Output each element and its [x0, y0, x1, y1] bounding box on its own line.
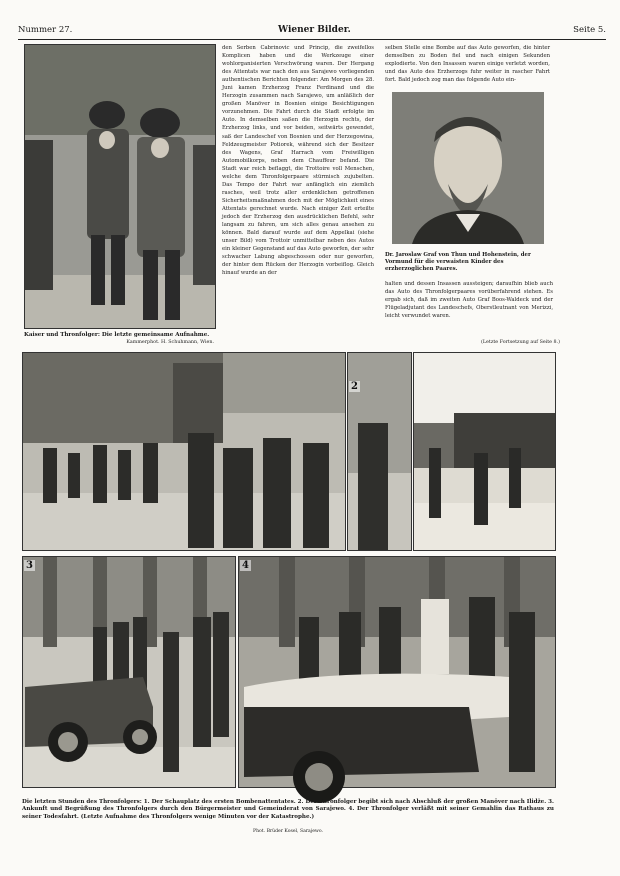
photo-ankunft: [22, 556, 236, 788]
photo-abschied: [238, 556, 556, 788]
caption-bottom-credit: Phot. Brüder Kosel, Sarajewo.: [252, 829, 323, 834]
magazine-title: Wiener Bilder.: [278, 25, 351, 35]
photo-number-3: 3: [26, 560, 33, 571]
page-number: Seite 5.: [573, 25, 606, 35]
photo-number-2: 2: [351, 381, 358, 392]
photo-number-4: 4: [242, 560, 249, 571]
article-column-middle: den Serben Cabrinovic und Princip, die zweifellos Komplicen haben und die Werkzeuge einer wohlorganisierten Verschwörung waren. Der Hergang des Attentats war nach den aus Sarajewo vorliegenden authentischen Berichten folgender: Am Morgen des 28. Juni kamen Erzherzog Franz Ferdinand und die Herzogin zusammen nach Sarajewo, um anläßlich der großen Manöver in Bosnien einige Besichtigungen vorzunehmen. Die Fahrt durch die Stadt erfolgte im Auto. In demselben saßen die Herzogin rechts, der Erzherzog links, und vor beiden, seitwärts gewendet, saß der Landeschef von Bosnien und der Herzegowina, Feldzeugmeister Potiorek, während sich der Besitzer des Wagens, Graf Harrach vom Freiwilligen Automobilkorps, neben dem Chauffeur befand. Die Stadt war reich beflaggt, die Trottoire voll Menschen, welche dem Thronfolgerpaare stürmisch zujubelten. Das Tempo der Fahrt war anfänglich ein ziemlich rasches, weil trotz aller erdenklichen getroffenen Sicherheitsmaßnahmen doch mit der Möglichkeit eines Attentats gerechnet wurde. Nach einiger Zeit erteilte jedoch der Erzherzog den ausdrücklichen Befehl, sehr langsam zu fahren, um sich alles genau ansehen zu können. Bald darauf wurde auf dem Appelkai (siehe unser Bild) vom Trottoir unmittelbar neben des Autos ein kleiner Gegenstand auf das Auto geworfen, der sehr schwacher Labung abgeschossen oder nur geworfen, der hinter dem Rücken der Herzogin vorbeiflog. Gleich hinauf wurde an der: [222, 45, 374, 277]
photo-portrait-thun: [392, 92, 544, 244]
page-header: [18, 25, 606, 39]
photo-manoever: [413, 352, 556, 551]
issue-number: Nummer 27.: [18, 25, 73, 35]
caption-kaiser-credit: Kammerphot. H. Schuhmann, Wien.: [126, 340, 214, 345]
article-column-right-bottom: halten und dessen Insassen aussteigen; daraufhin blieb auch das Auto des Thronfolgerpaares vorüberfahrend stehen. Es ergab sich, daß im zweiten Auto Graf Boos-Waldeck und der Flügeladjutant des Landeschefs, Oberstleutnant von Merizzi, leicht verwundet waren.: [385, 281, 553, 320]
header-rule: [18, 39, 606, 40]
photo-schauplatz: [22, 352, 346, 551]
caption-bottom: Die letzten Stunden des Thronfolgers: 1. Der Schauplatz des ersten Bombenattentates. 2. Der Thronfolger begibt sich nach Abschluß der großen Manöver nach Ilidže. 3. Ankunft und Begrüßung des Thronfolgers durch den Bürgermeister und Gemeinderat von Sarajewo. 4. Der Thronfolger verläßt mit seiner Gemahlin das Rathaus zu seiner Todesfahrt. (Letzte Aufnahme des Thronfolgers wenige Minuten vor der Katastrophe.): [22, 799, 554, 820]
photo-kaiser-thronfolger: [24, 44, 216, 329]
article-column-right-top: selben Stelle eine Bombe auf das Auto geworfen, die hinter demselben zu Boden fiel und nach einigen Sekunden explodierte. Von den Insassen waren einige verletzt worden, und das Auto des Erzherzogs fuhr weiter in rascher Fahrt fort. Bald jedoch zog man das folgende Auto ein-: [385, 45, 550, 84]
caption-portrait: Dr. Jaroslaw Graf von Thun und Hohenstein, der Vormund für die verwaisten Kinder des erzherzoglichen Paares.: [385, 252, 531, 272]
continued-note: (Letzte Fortsetzung auf Seite 8.): [481, 340, 560, 345]
caption-kaiser: Kaiser und Thronfolger: Die letzte gemeinsame Aufnahme.: [24, 332, 210, 338]
